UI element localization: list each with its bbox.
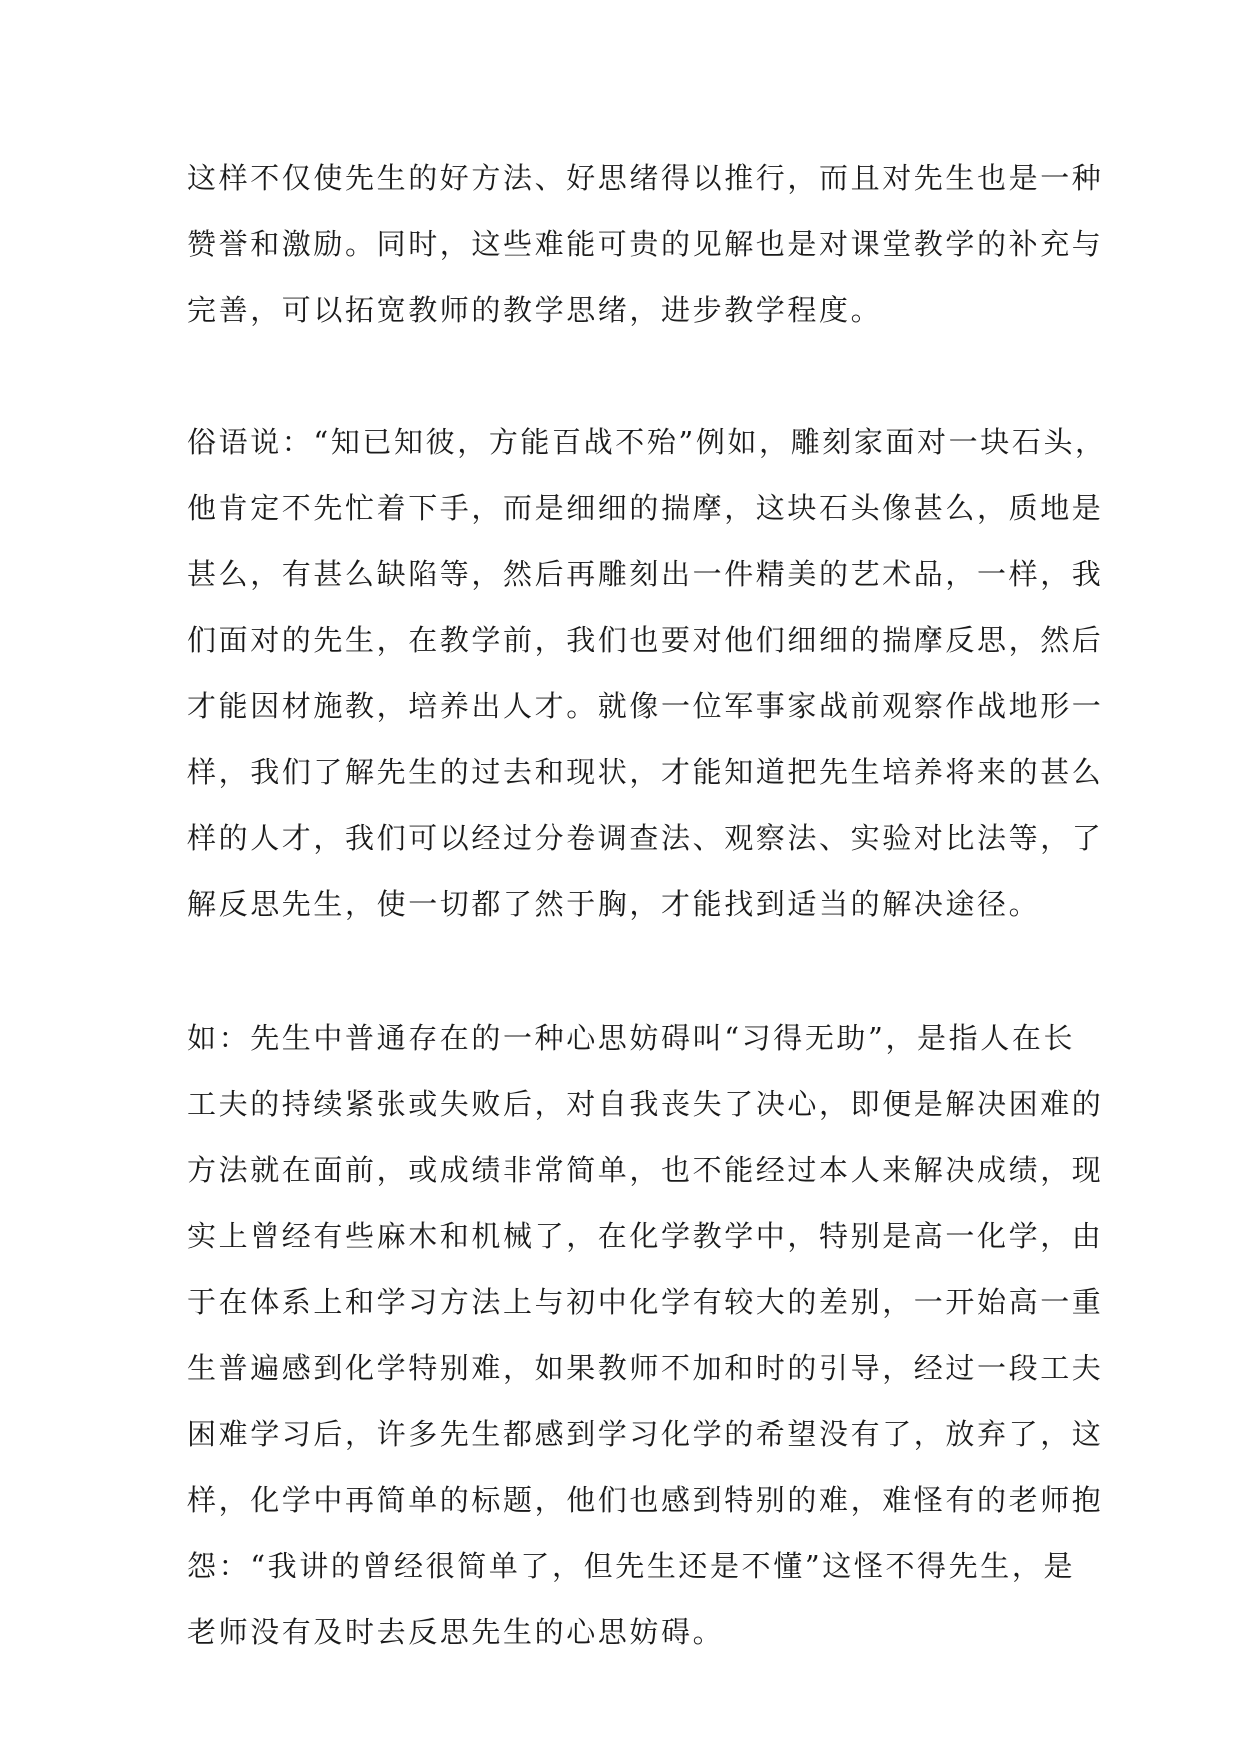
text-line: 样的人才，我们可以经过分卷调查法、观察法、实验对比法等，了 <box>187 821 1104 855</box>
text-line: 怨：“我讲的曾经很简单了，但先生还是不懂”这怪不得先生，是 <box>187 1549 1076 1583</box>
text-line: 生普遍感到化学特别难，如果教师不加和时的引导，经过一段工夫 <box>187 1351 1104 1385</box>
text-line: 于在体系上和学习方法上与初中化学有较大的差别，一开始高一重 <box>187 1285 1104 1319</box>
paragraph-spacer <box>187 353 1057 419</box>
text-line: 赞誉和激励。同时，这些难能可贵的见解也是对课堂教学的补充与 <box>187 227 1104 261</box>
text-line: 老师没有及时去反思先生的心思妨碍。 <box>187 1615 725 1649</box>
text-line: 他肯定不先忙着下手，而是细细的揣摩，这块石头像甚么，质地是 <box>187 491 1104 525</box>
text-line: 样，化学中再简单的标题，他们也感到特别的难，难怪有的老师抱 <box>187 1483 1104 1517</box>
text-line: 才能因材施教，培养出人才。就像一位军事家战前观察作战地形一 <box>187 689 1104 723</box>
text-line: 甚么，有甚么缺陷等，然后再雕刻出一件精美的艺术品，一样，我 <box>187 557 1104 591</box>
text-line: 解反思先生，使一切都了然于胸，才能找到适当的解决途径。 <box>187 887 1041 921</box>
text-line: 们面对的先生，在教学前，我们也要对他们细细的揣摩反思，然后 <box>187 623 1104 657</box>
text-line: 这样不仅使先生的好方法、好思绪得以推行，而且对先生也是一种 <box>187 161 1104 195</box>
text-line: 完善，可以拓宽教师的教学思绪，进步教学程度。 <box>187 293 883 327</box>
document-body <box>187 155 1107 1675</box>
paragraph-2 <box>187 419 1107 947</box>
paragraph-1 <box>187 155 1104 353</box>
text-line: 如：先生中普通存在的一种心思妨碍叫“习得无助”，是指人在长 <box>187 1021 1076 1055</box>
text-line: 俗语说：“知已知彼，方能百战不殆”例如，雕刻家面对一块石头， <box>187 425 1107 459</box>
paragraph-spacer <box>187 947 1057 1015</box>
text-line: 样，我们了解先生的过去和现状，才能知道把先生培养将来的甚么 <box>187 755 1104 789</box>
text-line: 困难学习后，许多先生都感到学习化学的希望没有了，放弃了，这 <box>187 1417 1104 1451</box>
text-line: 工夫的持续紧张或失败后，对自我丧失了决心，即便是解决困难的 <box>187 1087 1104 1121</box>
text-line: 方法就在面前，或成绩非常简单，也不能经过本人来解决成绩，现 <box>187 1153 1104 1187</box>
paragraph-3 <box>187 1015 1104 1675</box>
text-line: 实上曾经有些麻木和机械了，在化学教学中，特别是高一化学，由 <box>187 1219 1104 1253</box>
